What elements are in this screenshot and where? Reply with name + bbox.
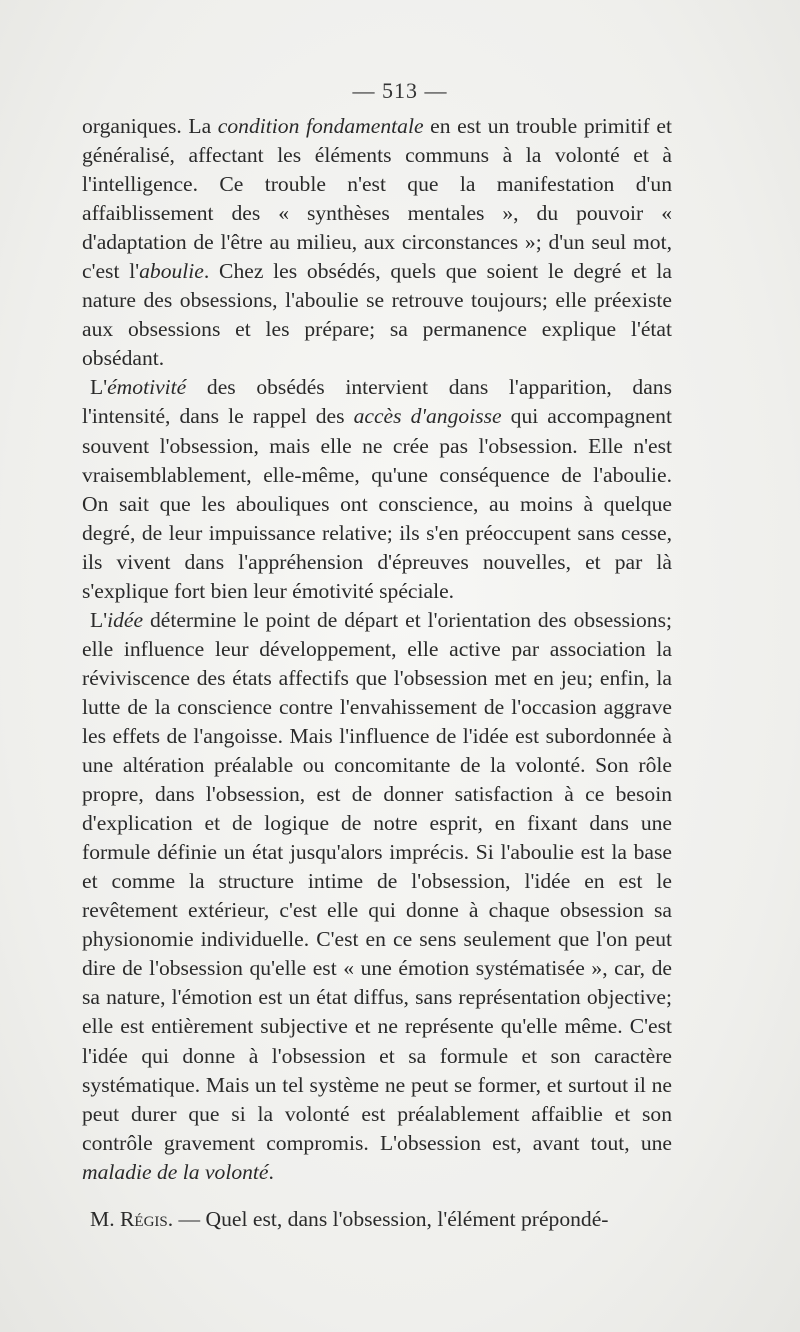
italic-term-aboulie: aboulie: [139, 259, 204, 284]
text-run: . — Quel est, dans l'obsession, l'élément prépondé-: [167, 1206, 609, 1231]
paragraph-idee: [82, 606, 672, 1187]
italic-term-acces-d-angoisse: accès d'angoisse: [353, 404, 502, 429]
text-run: L': [90, 607, 108, 632]
text-run: . Chez les obsédés, quels que soient le degré et la nature des obsessions, l'aboulie se retrouve toujours; elle préexiste aux obsessions et les prépare; sa permanence explique l'état obsédant.: [82, 259, 672, 371]
page-number: — 513 —: [352, 78, 448, 103]
italic-term-condition-fondamentale: condition fondamentale: [217, 114, 424, 138]
italic-term-maladie-de-la-volonte: maladie de la volonté: [82, 1159, 269, 1184]
text-run: des obsédés intervient dans l'apparition, dans l'intensité, dans le rappel des: [82, 375, 672, 429]
text-run: en est un trouble primitif et généralisé, affectant les éléments communs à la volonté et à l'intelligence. Ce trouble n'est que la manifestation d'un affaiblissement des « synthèses mentales », du pouvoir « d'adaptation de l'être au milieu, aux circonstances »; d'un seul mot, c'est l': [82, 114, 673, 284]
paragraph-emotivite: [82, 373, 672, 605]
italic-term-emotivite: émotivité: [107, 375, 187, 400]
italic-term-idee: idée: [107, 607, 144, 632]
text-run: L': [90, 375, 108, 400]
body-text: [82, 112, 672, 1234]
text-run: détermine le point de départ et l'orientation des obsessions; elle influence leur développement, elle active par association la réviviscence des états affectifs que l'obsession met en jeu; enfin, la lutte de la conscience contre l'envahissement de l'occasion aggrave les effets de l'angoisse. Mais l'influence de l'idée est subordonnée à une altération préalable ou concomitante de la volonté. Son rôle propre, dans l'obsession, est de donner satisfaction à ce besoin d'explication et de logique de notre esprit, en fixant dans une formule définie un état jusqu'alors imprécis. Si l'aboulie est la base et comme la structure intime de l'obsession, l'idée en est le revêtement extérieur, c'est elle qui donne à chaque obsession sa physionomie individuelle. C'est en ce sens seulement que l'on peut dire de l'obsession qu'elle est « une émotion systématisée », car, de sa nature, l'émotion est un état diffus, sans représentation objective; elle est entièrement subjective et ne représente qu'elle même. C'est l'idée qui donne à l'obsession et sa formule et son caractère systématique. Mais un tel système ne peut se former, et surtout il ne peut durer que si la volonté est préalablement affaiblie et son contrôle gravement compromis. L'obsession est, avant tout, une: [82, 607, 672, 1155]
paragraph-regis: [82, 1205, 672, 1234]
text-run: qui accompagnent souvent l'obsession, mais elle ne crée pas l'obsession. Elle n'est vraisemblablement, elle-même, qu'une conséquence de l'aboulie. On sait que les abouliques ont conscience, au moins à quelque degré, de leur impuissance relative; ils s'en préoccupent sans cesse, ils vivent dans l'appréhension d'épreuves nouvelles, et par là s'explique fort bien leur émotivité spéciale.: [82, 404, 672, 603]
paragraph-condition-fondamentale: [82, 112, 672, 373]
text-run: organiques. La: [82, 114, 218, 138]
text-run: .: [268, 1159, 274, 1184]
speaker-name: M. Régis: [90, 1206, 168, 1231]
